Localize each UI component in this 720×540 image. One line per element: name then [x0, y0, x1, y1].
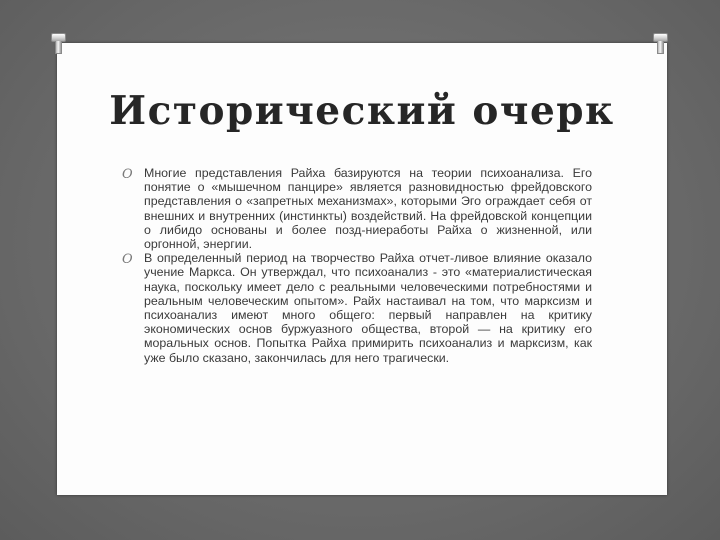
slide-title: Исторический очерк: [109, 88, 615, 134]
bullet-marker-icon: O: [122, 252, 133, 268]
bullet-item: [122, 251, 592, 365]
bullet-item: [122, 166, 592, 251]
pushpin-icon: [653, 33, 668, 54]
pushpin-icon: [51, 33, 66, 54]
bullet-list: [122, 166, 592, 365]
bullet-text: Многие представления Райха базируются на теории психоанализа. Его понятие о «мышечном панцире» является разновидностью фрейдовского представления о «запретных механизмах», которыми Эго ограждает себя от внешних и внутренних (инстинкты) воздействий. На фрейдовской концепции о либидо основаны и более позд-ниеработы Райха о жизненной, или оргонной, энергии.: [144, 166, 592, 252]
bullet-marker-icon: O: [122, 167, 133, 182]
bullet-text: В определенный период на творчество Райха отчет-ливое влияние оказало учение Маркса. Он утверждал, что психоанализ - это «материалистическая наука, поскольку имеет дело с реальными человеческими потребностями и реальным человеческим опытом». Райх настаивал на том, что марксизм и психоанализ имеют много общего: первый направлен на критику экономических основ буржуазного общества, второй — на критику его моральных основ. Попытка Райха примирить психоанализ и марксизм, как уже было сказано, закончилась для него трагически.: [144, 251, 592, 365]
